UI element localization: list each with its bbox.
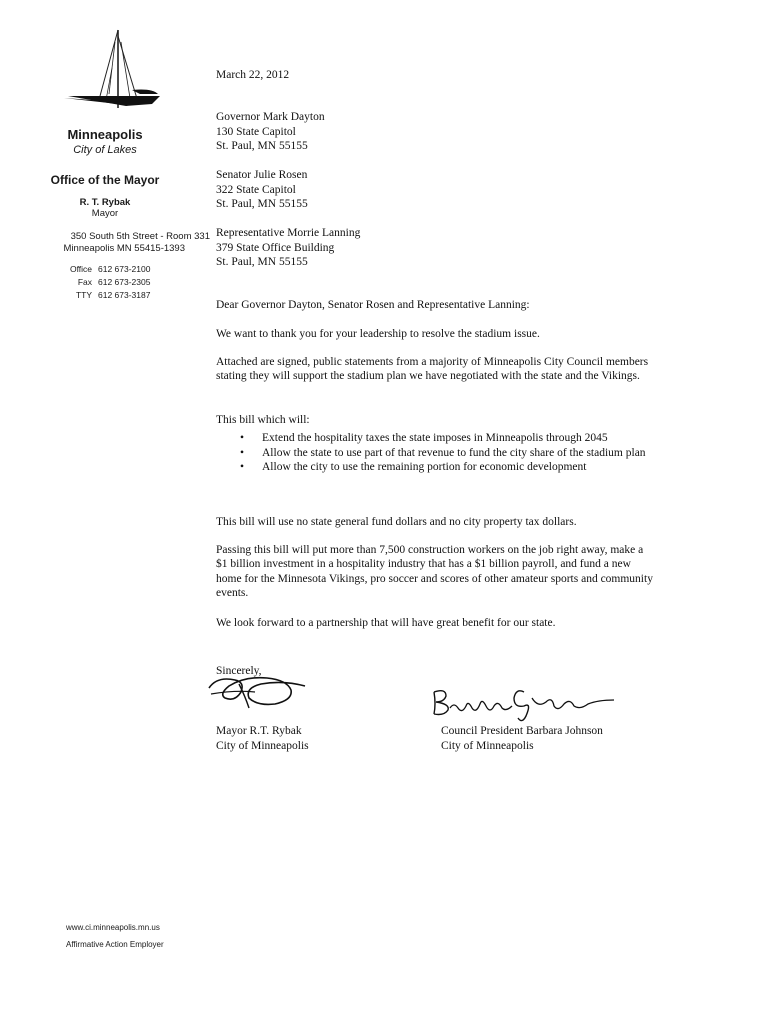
recipient-address-representative [216,226,656,270]
recipient-line: Senator Julie Rosen [216,169,308,181]
mayor-name: R. T. Rybak [79,197,131,208]
recipient-line: 130 State Capitol [216,125,296,138]
city-sailboat-logo [60,28,170,128]
city-tagline: City of Lakes [73,144,137,156]
phone-number: 612 673-2100 [98,264,151,274]
paragraph-funding: This bill will use no state general fund dollars and no city property tax dollars. [216,515,577,528]
phone-number: 612 673-2305 [98,277,151,287]
signature-johnson [428,684,618,726]
bullet-icon: • [240,446,245,459]
office-title: Office of the Mayor [50,173,160,187]
office-address-city: Minneapolis MN 55415-1393 [63,243,185,254]
signer-org: City of Minneapolis [216,739,309,752]
recipient-line: St. Paul, MN 55155 [216,256,308,268]
phone-office [40,264,160,274]
recipient-line: Governor Mark Dayton [216,111,325,123]
paragraph-impact: Passing this bill will put more than 7,500 construction workers on the job right away, make a $1 billion investment in a hospitality industry that has a $1 billion payroll, and fund a new home for the Minnesota Vikings, pro soccer and scores of other amateur sports and community events. [216,543,653,599]
phone-label: Fax [77,277,92,287]
recipient-line: 322 State Capitol [216,183,296,196]
signer-mayor [216,724,309,753]
paragraph-attached: Attached are signed, public statements from a majority of Minneapolis City Council members stating they will support the stadium plan we have negotiated with the state and the Vikings. [216,355,649,382]
signer-name: Mayor R.T. Rybak [216,725,302,737]
list-item: • Allow the city to use the remaining portion for economic development [240,461,587,473]
paragraph-partnership: We look forward to a partnership that will have great benefit for our state. [216,616,556,629]
paragraph-bill-intro: This bill which will: [216,413,310,426]
bullet-icon: • [240,461,245,473]
paragraph-thanks: We want to thank you for your leadership to resolve the stadium issue. [216,327,540,340]
bill-provisions-list [216,431,656,475]
recipient-address-governor [216,110,656,154]
recipient-line: Representative Morrie Lanning [216,227,361,239]
signer-org: City of Minneapolis [441,739,534,752]
office-address-street: 350 South 5th Street - Room 331 [70,231,210,242]
phone-tty [40,290,160,300]
city-name: Minneapolis [67,127,143,142]
mayor-title: Mayor [91,208,119,219]
recipient-address-senator [216,168,656,212]
list-item: • Extend the hospitality taxes the state imposes in Minneapolis through 2045 [240,432,608,444]
salutation: Dear Governor Dayton, Senator Rosen and Representative Lanning: [216,298,530,311]
signature-rybak [205,668,320,716]
letter-date: March 22, 2012 [216,69,290,81]
recipient-line: St. Paul, MN 55155 [216,140,308,152]
employer-statement: Affirmative Action Employer [66,940,164,949]
signer-name: Council President Barbara Johnson [441,725,603,737]
list-item: • Allow the state to use part of that revenue to fund the city share of the stadium plan [240,446,646,459]
phone-number: 612 673-3187 [98,290,151,300]
closing: Sincerely, [216,664,262,677]
recipient-line: St. Paul, MN 55155 [216,198,308,210]
bullet-icon: • [240,432,245,444]
phone-label: Office [69,264,92,274]
phone-label: TTY [75,290,92,300]
phone-fax [40,277,160,287]
recipient-line: 379 State Office Building [216,241,335,254]
signer-council-president [441,724,603,753]
website-link[interactable]: www.ci.minneapolis.mn.us [66,923,160,932]
